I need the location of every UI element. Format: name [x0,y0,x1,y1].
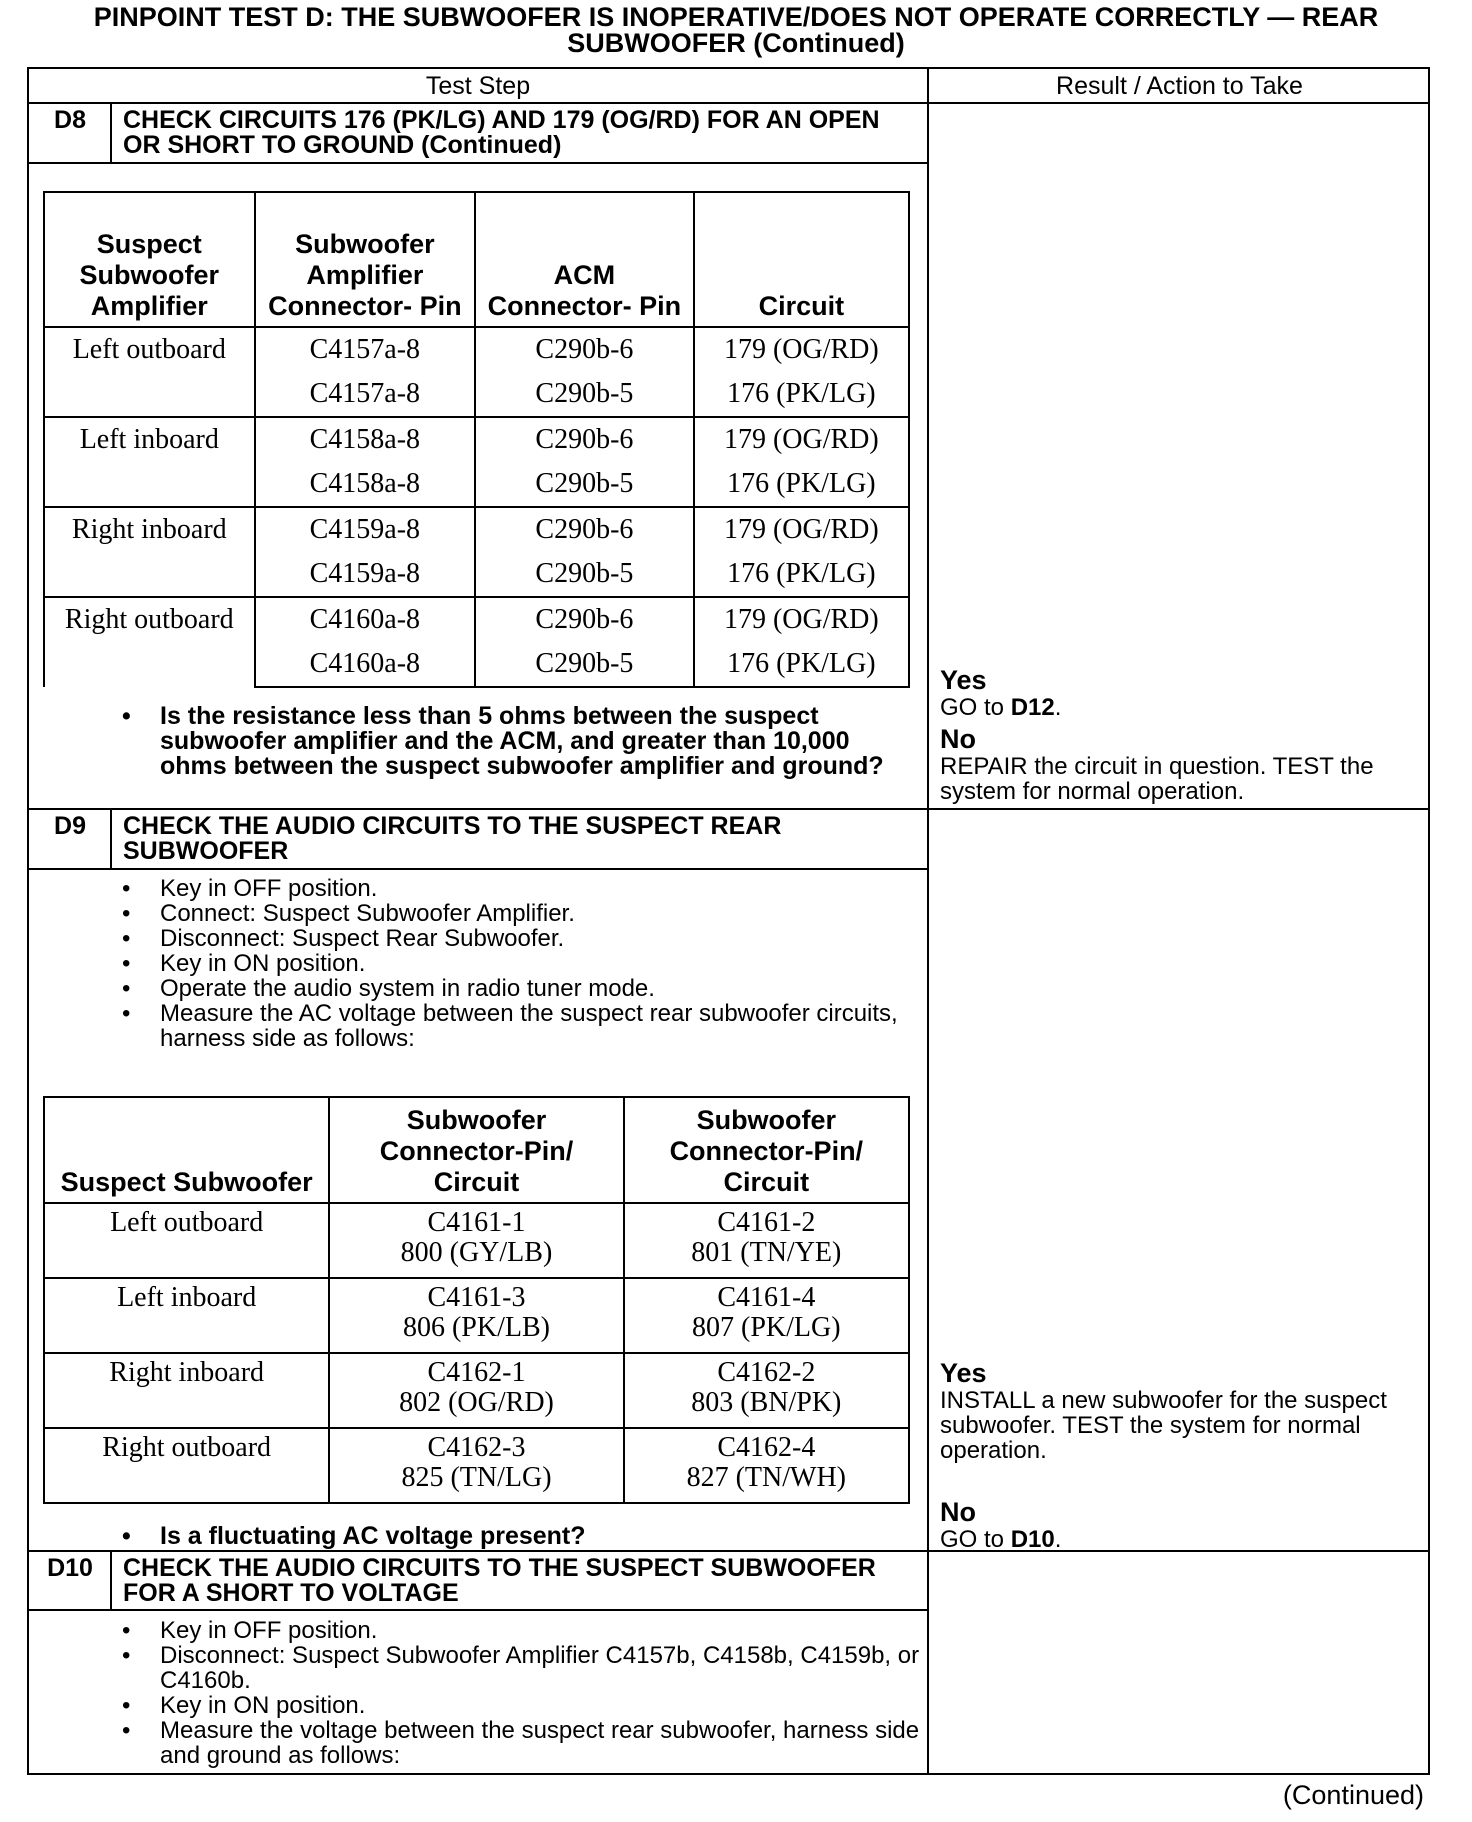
amp-pin-cell: C4160a-8 [255,642,476,687]
d10-title-rule [27,1609,928,1611]
table-row [44,1428,909,1503]
d8-question: • Is the resistance less than 5 ohms between the suspect subwoofer amplifier and the ACM, and greater than 10,000 ohms between the suspect subwoofer amplifier and ground? [120,704,920,779]
acm-pin-cell: C290b-6 [475,327,694,372]
d9-col-suspect-subwoofer: Suspect Subwoofer [44,1097,329,1203]
page-title-line-1: PINPOINT TEST D: THE SUBWOOFER IS INOPERATIVE/DOES NOT OPERATE CORRECTLY — REAR [93,2,1379,32]
amp-pin-cell: C4159a-8 [255,552,476,597]
connector-cell: C4161-2 801 (TN/YE) [624,1203,909,1278]
d10-step: • Measure the voltage between the suspect rear subwoofer, harness side and ground as follows: [120,1718,920,1768]
circuit-cell: 176 (PK/LG) [694,642,909,687]
table-row [44,1278,909,1353]
d9-step: • Measure the AC voltage between the suspect rear subwoofer circuits, harness side as follows: [120,1001,920,1051]
d9-step: • Connect: Suspect Subwoofer Amplifier. [120,901,920,926]
amp-pin-cell: C4158a-8 [255,417,476,462]
d10-step-list [120,1618,920,1768]
table-row [44,417,909,462]
d8-question-list [120,704,920,779]
acm-pin-cell: C290b-5 [475,552,694,597]
amp-cell: Left outboard [44,327,255,417]
circuit-cell: 179 (OG/RD) [694,327,909,372]
header-test-step: Test Step [425,72,531,100]
circuit-cell: 179 (OG/RD) [694,597,909,642]
subwoofer-cell: Left outboard [44,1203,329,1278]
amp-pin-cell: C4157a-8 [255,327,476,372]
connector-cell: C4162-2 803 (BN/PK) [624,1353,909,1428]
table-row [44,1203,909,1278]
connector-cell: C4162-1 802 (OG/RD) [329,1353,623,1428]
d8-result [940,665,1422,804]
d8-step-title: CHECK CIRCUITS 176 (PK/LG) AND 179 (OG/RD) FOR AN OPEN OR SHORT TO GROUND (Continued) [123,106,880,159]
d10-step-title: CHECK THE AUDIO CIRCUITS TO THE SUSPECT SUBWOOFER FOR A SHORT TO VOLTAGE [123,1554,876,1607]
d9-row-rule [27,808,1430,810]
d8-step-id: D8 [54,106,86,134]
connector-cell: C4161-4 807 (PK/LG) [624,1278,909,1353]
d9-result [940,1358,1422,1552]
acm-pin-cell: C290b-5 [475,462,694,507]
d9-step-id: D9 [54,812,86,840]
circuit-cell: 176 (PK/LG) [694,462,909,507]
d8-yes-target[interactable]: D12 [1010,694,1055,721]
connector-cell: C4162-4 827 (TN/WH) [624,1428,909,1503]
d8-col-acm-connector: ACM Connector- Pin [475,192,694,327]
page-title-line-2: SUBWOOFER (Continued) [567,28,905,58]
page-title [0,4,1472,56]
d9-no-action: GO to D10. [940,1526,1062,1553]
d10-step: • Key in OFF position. [120,1618,920,1643]
d9-step: • Disconnect: Suspect Rear Subwoofer. [120,926,920,951]
circuit-cell: 179 (OG/RD) [694,417,909,462]
d9-title-rule [27,868,928,870]
circuit-cell: 176 (PK/LG) [694,372,909,417]
header-result: Result / Action to Take [1056,72,1303,100]
subwoofer-cell: Right outboard [44,1428,329,1503]
acm-pin-cell: C290b-6 [475,507,694,552]
d10-step-id: D10 [47,1554,93,1582]
subwoofer-cell: Right inboard [44,1353,329,1428]
d9-col-connector-a: Subwoofer Connector-Pin/ Circuit [329,1097,623,1203]
d9-yes-action: INSTALL a new subwoofer for the suspect subwoofer. TEST the system for normal operation. [940,1387,1387,1464]
amp-pin-cell: C4159a-8 [255,507,476,552]
d9-no-label: No [940,1497,976,1527]
d9-yes-label: Yes [940,1358,987,1388]
d9-step-list [120,876,920,1051]
acm-pin-cell: C290b-5 [475,372,694,417]
d9-voltage-table [43,1096,910,1504]
d8-col-suspect-amp: Suspect Subwoofer Amplifier [44,192,255,327]
d8-col-amp-connector: Subwoofer Amplifier Connector- Pin [255,192,476,327]
d8-no-action: REPAIR the circuit in question. TEST the system for normal operation. [940,753,1374,805]
d10-step: • Key in ON position. [120,1693,920,1718]
table-row [44,597,909,642]
d8-title-rule [27,162,928,164]
amp-pin-cell: C4160a-8 [255,597,476,642]
d9-step: • Key in ON position. [120,951,920,976]
continued-footer: (Continued) [1282,1780,1424,1810]
circuit-cell: 176 (PK/LG) [694,552,909,597]
amp-cell: Right inboard [44,507,255,597]
d9-step: • Key in OFF position. [120,876,920,901]
connector-cell: C4161-1 800 (GY/LB) [329,1203,623,1278]
subwoofer-cell: Left inboard [44,1278,329,1353]
connector-cell: C4161-3 806 (PK/LB) [329,1278,623,1353]
amp-pin-cell: C4158a-8 [255,462,476,507]
d8-yes-action: GO to D12. [940,694,1062,721]
connector-cell: C4162-3 825 (TN/LG) [329,1428,623,1503]
d8-col-circuit: Circuit [694,192,909,327]
acm-pin-cell: C290b-6 [475,417,694,462]
d9-step: • Operate the audio system in radio tuner mode. [120,976,920,1001]
column-divider [927,67,929,1775]
acm-pin-cell: C290b-5 [475,642,694,687]
amp-cell: Left inboard [44,417,255,507]
circuit-cell: 179 (OG/RD) [694,507,909,552]
d9-no-target[interactable]: D10 [1010,1526,1055,1553]
table-row [44,507,909,552]
acm-pin-cell: C290b-6 [475,597,694,642]
d8-yes-label: Yes [940,665,987,695]
d9-col-connector-b: Subwoofer Connector-Pin/ Circuit [624,1097,909,1203]
d9-question: • Is a fluctuating AC voltage present? [120,1524,920,1549]
d9-step-title: CHECK THE AUDIO CIRCUITS TO THE SUSPECT REAR SUBWOOFER [123,812,782,865]
table-row [44,1353,909,1428]
amp-pin-cell: C4157a-8 [255,372,476,417]
d9-question-list [120,1524,920,1549]
d8-no-label: No [940,724,976,754]
amp-cell: Right outboard [44,597,255,687]
d10-step: • Disconnect: Suspect Subwoofer Amplifier C4157b, C4158b, C4159b, or C4160b. [120,1643,920,1693]
d8-circuit-table [43,191,910,688]
table-row [44,327,909,372]
